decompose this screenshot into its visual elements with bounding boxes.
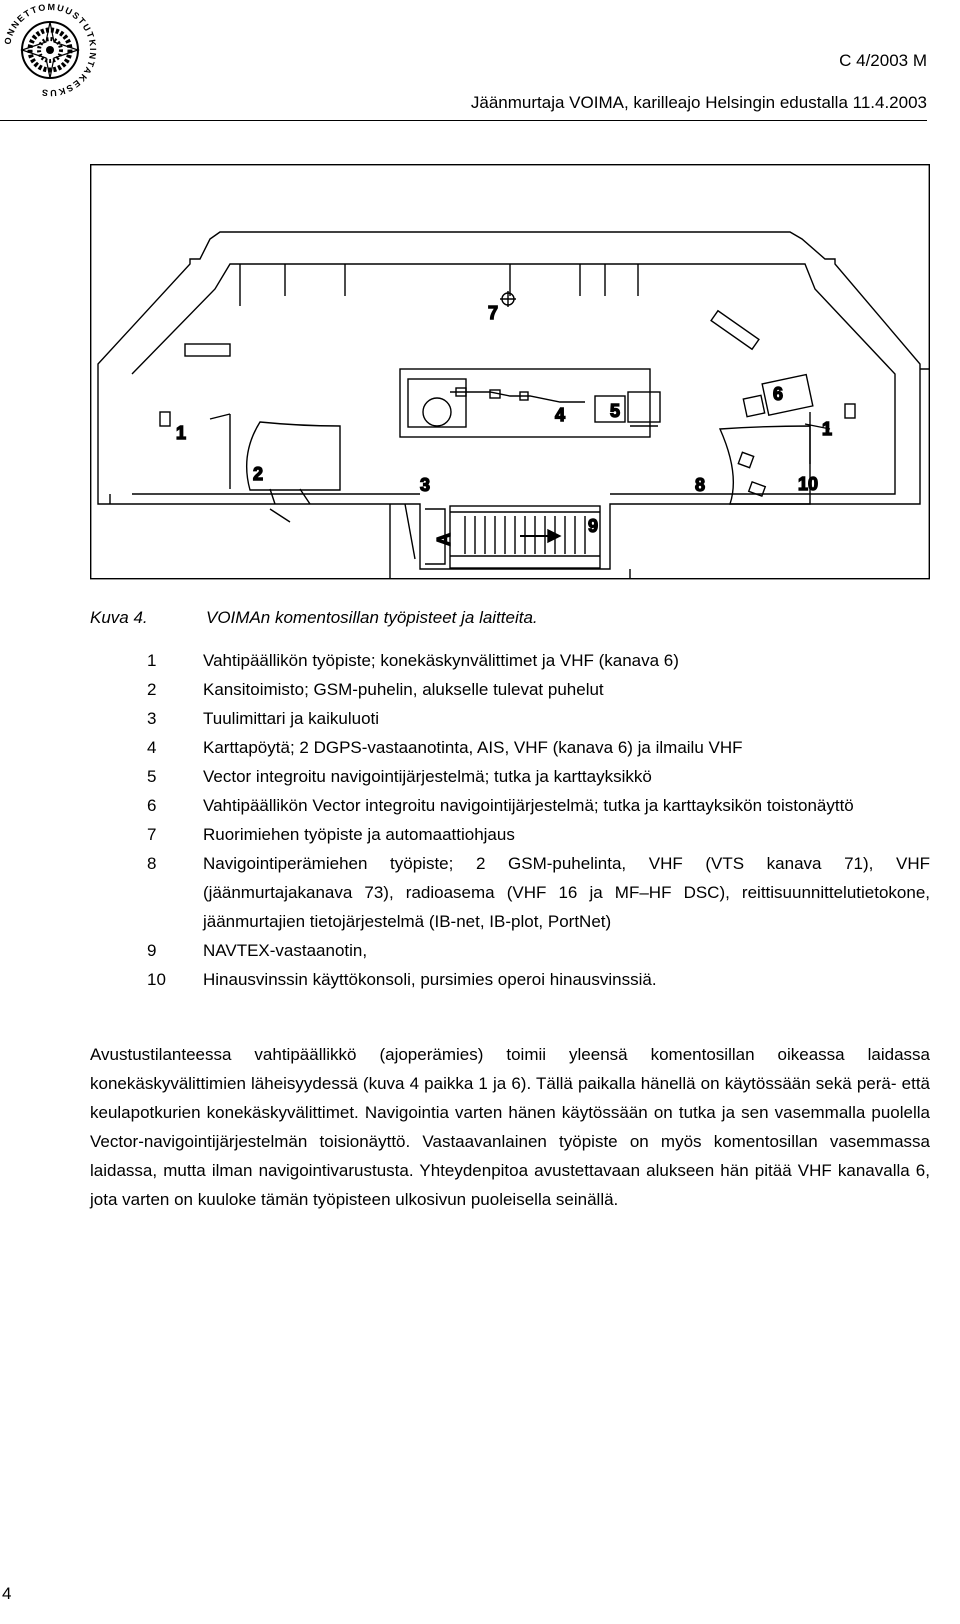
caption-text: VOIMAn komentosillan työpisteet ja laitteita. [206, 608, 538, 627]
page-number: 4 [2, 1584, 12, 1603]
item-text: Vahtipäällikön Vector integroitu navigointijärjestelmä; tutka ja karttayksikön toistonäyttö [203, 796, 854, 815]
document-title: Jäänmurtaja VOIMA, karilleajo Helsingin edustalla 11.4.2003 [470, 93, 927, 112]
item-number: 5 [147, 767, 157, 786]
item-number: 2 [147, 680, 157, 699]
item-text: Vector integroitu navigointijärjestelmä; tutka ja karttayksikkö [203, 767, 652, 786]
item-text: Ruorimiehen työpiste ja automaattiohjaus [203, 825, 515, 844]
item-text: Karttapöytä; 2 DGPS-vastaanotinta, AIS, VHF (kanava 6) ja ilmailu VHF [203, 738, 743, 757]
caption-label: Kuva 4. [90, 608, 148, 627]
item-text: Tuulimittari ja kaikuluoti [203, 709, 380, 728]
figure-label-8: 8 [695, 475, 706, 495]
item-text: Kansitoimisto; GSM-puhelin, alukselle tulevat puhelut [203, 680, 604, 699]
figure-label-7: 7 [488, 303, 499, 323]
figure-label-6: 6 [773, 384, 784, 404]
item-number: 10 [147, 970, 166, 989]
item-text: Navigointiperämiehen työpiste; 2 GSM-puhelinta, VHF (VTS kanava 71), VHF (jäänmurtajakanava 73), radioasema (VHF 16 ja MF–HF DSC), reittisuunnittelutietokone, jäänmurtajien tietojärjestelmä (IB-net, IB-plot, PortNet) [203, 854, 930, 931]
list-item [147, 704, 930, 733]
item-text: Hinausvinssin käyttökonsoli, pursimies operoi hinausvinssiä. [203, 970, 657, 989]
organization-logo [2, 2, 98, 98]
item-number: 4 [147, 738, 157, 757]
bridge-floor-plan [90, 164, 930, 594]
item-number: 6 [147, 796, 157, 815]
list-item [147, 733, 930, 762]
figure-caption [90, 608, 538, 628]
item-text: Vahtipäällikön työpiste; konekäskynvälittimet ja VHF (kanava 6) [203, 651, 679, 670]
figure-label-9: 9 [588, 516, 599, 536]
item-number: 3 [147, 709, 157, 728]
figure-label-5: 5 [610, 401, 621, 421]
list-item [147, 965, 930, 994]
item-text: NAVTEX-vastaanotin, [203, 941, 368, 960]
list-item [147, 936, 930, 965]
list-item [147, 849, 930, 936]
figure-label-4: 4 [555, 405, 566, 425]
figure-label-2: 2 [253, 464, 264, 484]
header-divider [0, 120, 927, 121]
list-item [147, 820, 930, 849]
item-number: 8 [147, 854, 157, 873]
figure-label-10: 10 [798, 474, 819, 494]
list-item [147, 646, 930, 675]
figure-label-a: A [434, 533, 454, 546]
item-number: 1 [147, 651, 157, 670]
figure-label-3: 3 [420, 475, 431, 495]
item-number: 9 [147, 941, 157, 960]
list-item [147, 762, 930, 791]
list-item [147, 675, 930, 704]
figure-label-1-right: 1 [822, 419, 833, 439]
document-code: C 4/2003 M [839, 51, 927, 70]
item-number: 7 [147, 825, 157, 844]
logo-ring-text: ONNETTOMUUSTUTKINTAKESKUS [2, 2, 98, 98]
figure-label-1-left: 1 [176, 423, 187, 443]
list-item [147, 791, 930, 820]
legend-list [147, 646, 930, 994]
body-paragraph: Avustustilanteessa vahtipäällikkö (ajoperämies) toimii yleensä komentosillan oikeassa laidassa konekäskyvälittimien läheisyydessä (kuva 4 paikka 1 ja 6). Tällä paikalla hänellä on käytössään sekä perä- että keulapotkurien konekäskyvälittimet. Navigointia varten hänen käytössään on tutka ja sen vasemmalla puolella Vector-navigointijärjestelmän toisionäyttö. Vastaavanlainen työpiste on myös komentosillan vasemmassa laidassa, mutta ilman navigointivarustusta. Yhteydenpitoa avustettavaan alukseen hän pitää VHF kanavalla 6, jota varten on kuuloke tämän työpisteen ulkosivun puoleisella seinällä. [90, 1045, 930, 1209]
